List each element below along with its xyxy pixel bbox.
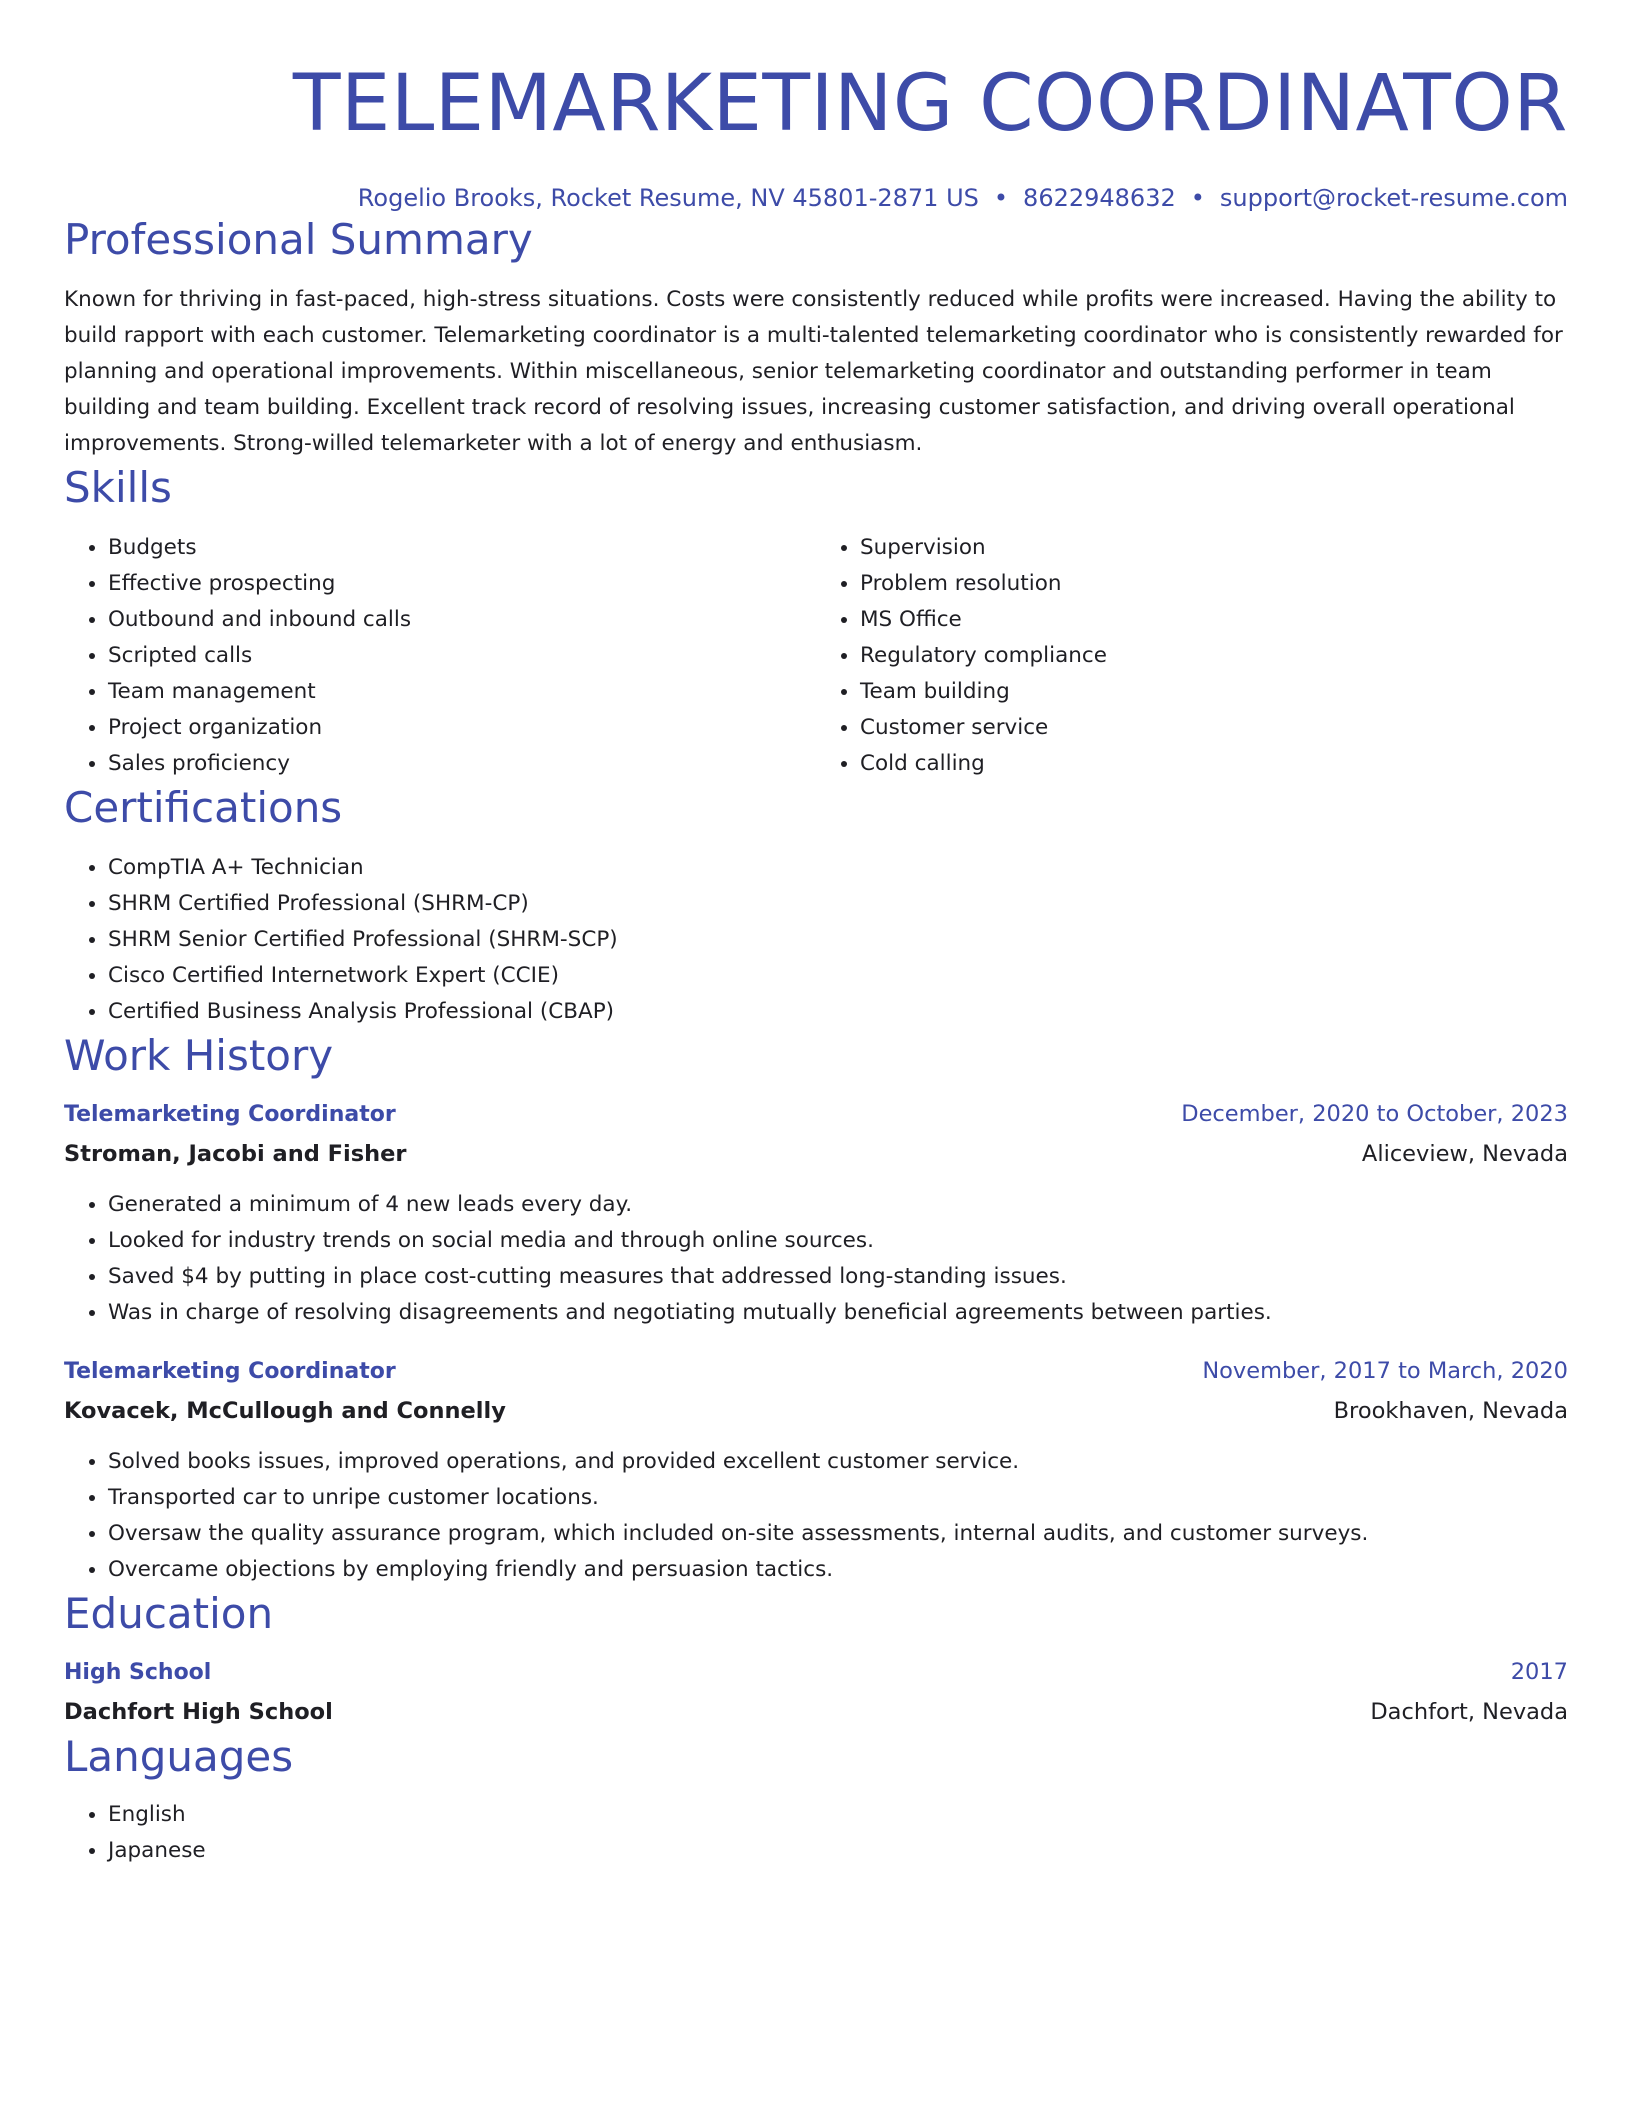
skill-item: • Scripted calls [108,638,816,674]
language-item: • English [108,1797,1568,1833]
certification-item: • CompTIA A+ Technician [108,850,1568,886]
job-bullet: • Oversaw the quality assurance program, which included on-site assessments, internal audits, and customer surveys. [108,1516,1568,1552]
contact-phone[interactable]: 8622948632 [1023,184,1176,212]
education-year: 2017 [1510,1659,1568,1685]
job-dates: November, 2017 to March, 2020 [1202,1358,1568,1384]
job-bullet: • Saved $4 by putting in place cost-cutting measures that addressed long-standing issues. [108,1259,1568,1295]
job-entry [64,1094,1568,1331]
certification-item: • SHRM Senior Certified Professional (SHRM-SCP) [108,922,1568,958]
skill-item: • Project organization [108,710,816,746]
job-bullets [64,1187,1568,1331]
job-bullet: • Overcame objections by employing friendly and persuasion tactics. [108,1552,1568,1588]
languages-list [64,1797,1568,1869]
contact-separator: • [993,184,1009,212]
contact-address: Rogelio Brooks, Rocket Resume, NV 45801-2871 US [357,184,979,212]
contact-separator: • [1190,184,1205,212]
job-bullet: • Transported car to unripe customer locations. [108,1480,1568,1516]
job-location: Brookhaven, Nevada [1333,1398,1568,1424]
language-item: • Japanese [108,1833,1568,1869]
education-location: Dachfort, Nevada [1370,1699,1568,1725]
job-entry [64,1351,1568,1588]
skills-columns [64,530,1568,782]
skills-heading: Skills [64,463,172,512]
skill-item: • Regulatory compliance [860,638,1568,674]
job-dates: December, 2020 to October, 2023 [1181,1101,1568,1127]
job-title: Telemarketing Coordinator [64,1102,396,1127]
education-subheader [64,1693,1568,1731]
contact-line [64,182,1568,214]
job-company: Stroman, Jacobi and Fisher [64,1141,407,1167]
certifications-heading: Certifications [64,783,343,832]
education-header [64,1652,1568,1693]
education-heading: Education [64,1589,274,1638]
certification-item: • Cisco Certified Internetwork Expert (CCIE) [108,958,1568,994]
education-school: Dachfort High School [64,1699,333,1725]
skills-list-right [816,530,1568,782]
skill-item: • Effective prospecting [108,566,816,602]
languages-heading: Languages [64,1732,294,1781]
skill-item: • Team management [108,674,816,710]
job-location: Aliceview, Nevada [1361,1141,1568,1167]
education-entry [64,1652,1568,1731]
summary-heading: Professional Summary [64,215,533,264]
certification-item: • Certified Business Analysis Professional (CBAP) [108,994,1568,1030]
skill-item: • Cold calling [860,746,1568,782]
job-subheader [64,1392,1568,1430]
job-header [64,1094,1568,1135]
job-subheader [64,1135,1568,1173]
skill-item: • Problem resolution [860,566,1568,602]
skill-item: • Team building [860,674,1568,710]
summary-text: Known for thriving in fast-paced, high-stress situations. Costs were consistently reduced while profits were increased. Having the ability to build rapport with each customer. Telemarketing coordinator is a multi-talented telemarketing coordinator who is consistently rewarded for planning and operational improvements. Within miscellaneous, senior telemarketing coordinator and outstanding performer in team building and team building. Excellent track record of resolving issues, increasing customer satisfaction, and driving overall operational improvements. Strong-willed telemarketer with a lot of energy and enthusiasm. [64,287,1563,456]
job-header [64,1351,1568,1392]
skill-item: • Sales proficiency [108,746,816,782]
job-title: Telemarketing Coordinator [64,1359,396,1384]
skills-list-left [64,530,816,782]
resume-title: TELEMARKETING COORDINATOR [292,59,1568,149]
certification-item: • SHRM Certified Professional (SHRM-CP) [108,886,1568,922]
job-bullet: • Was in charge of resolving disagreements and negotiating mutually beneficial agreements between parties. [108,1295,1568,1331]
job-bullets [64,1444,1568,1588]
certifications-list [64,850,1568,1030]
education-degree: High School [64,1660,212,1685]
contact-email[interactable]: support@rocket-resume.com [1219,184,1568,212]
job-bullet: • Looked for industry trends on social media and through online sources. [108,1223,1568,1259]
skill-item: • Supervision [860,530,1568,566]
job-bullet: • Solved books issues, improved operations, and provided excellent customer service. [108,1444,1568,1480]
job-company: Kovacek, McCullough and Connelly [64,1398,506,1424]
skill-item: • MS Office [860,602,1568,638]
skill-item: • Customer service [860,710,1568,746]
skill-item: • Outbound and inbound calls [108,602,816,638]
job-bullet: • Generated a minimum of 4 new leads every day. [108,1187,1568,1223]
skill-item: • Budgets [108,530,816,566]
work-history-heading: Work History [64,1031,334,1080]
